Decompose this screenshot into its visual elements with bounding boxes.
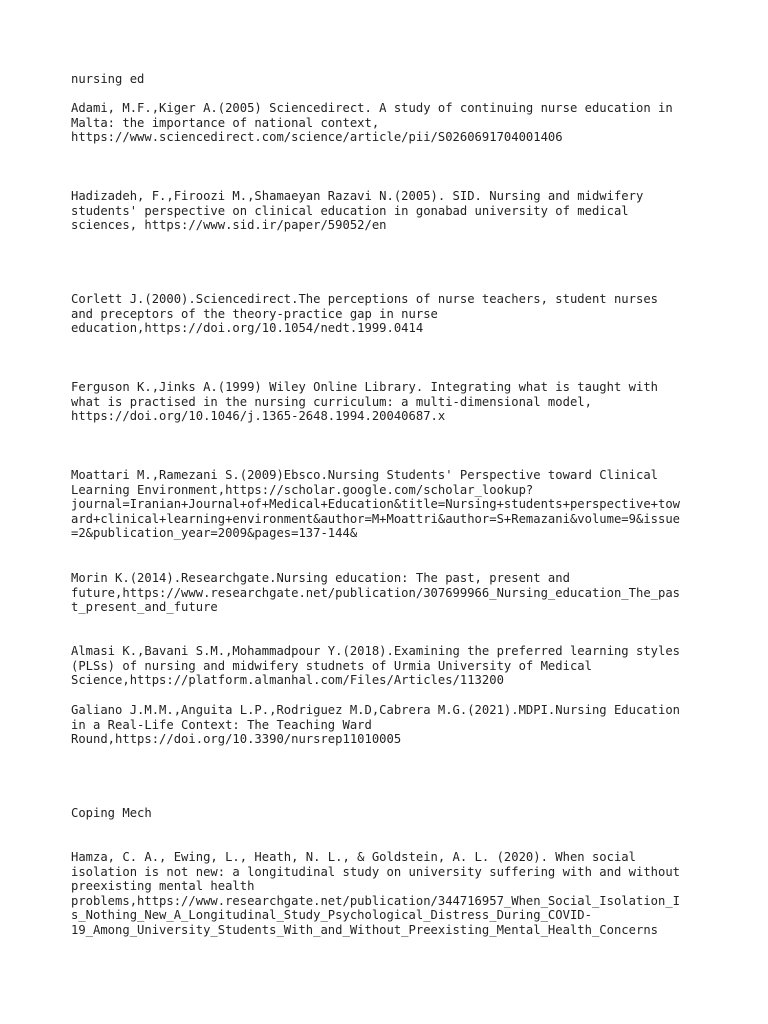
section-heading-nursing-ed: nursing ed	[71, 72, 145, 86]
reference-morin: Morin K.(2014).Researchgate.Nursing education: The past, present and future,https://www.researchgate.net/publication/307699966_Nursing_education_The_pas t_present_and_future	[71, 571, 681, 615]
reference-hadizadeh: Hadizadeh, F.,Firoozi M.,Shamaeyan Razavi N.(2005). SID. Nursing and midwifery students' perspective on clinical education in gonabad university of medical sciences, https://www.sid.ir/paper/59052/en	[71, 189, 644, 233]
section-heading-coping-mech: Coping Mech	[71, 806, 152, 820]
reference-adami: Adami, M.F.,Kiger A.(2005) Sciencedirect. A study of continuing nurse education in Malta: the importance of national context, https://www.sciencedirect.com/science/article/pii/S0260691704001406	[71, 101, 673, 145]
reference-almasi: Almasi K.,Bavani S.M.,Mohammadpour Y.(2018).Examining the preferred learning styles (PLSs) of nursing and midwifery studnets of Urmia University of Medical Science,https://platform.almanhal.com/Files/Articles/113200	[71, 644, 681, 688]
reference-hamza: Hamza, C. A., Ewing, L., Heath, N. L., & Goldstein, A. L. (2020). When social isolation is not new: a longitudinal study on university suffering with and without preexisting mental health problems,https://www.researchgate.net/publication/344716957_When_Social_Isolation_I s_Nothing_New_A_Longitudinal_Study_Psychological_Distress_During_COVID- 19_Among_University_Students_With_and_Without_Preexisting_Mental_Health_Concerns	[71, 850, 681, 937]
reference-galiano: Galiano J.M.M.,Anguita L.P.,Rodriguez M.D,Cabrera M.G.(2021).MDPI.Nursing Education in a Real-Life Context: The Teaching Ward Round,https://doi.org/10.3390/nursrep11010005	[71, 703, 681, 747]
reference-moattari: Moattari M.,Ramezani S.(2009)Ebsco.Nursing Students' Perspective toward Clinical Learning Environment,https://scholar.google.com/scholar_lookup? journal=Iranian+Journal+of+Medical+Education&title=Nursing+students+perspective+tow ard+clinical+learning+environment&author=M+Moattri&author=S+Remazani&volume=9&issue =2&publication_year=2009&pages=137-144&	[71, 468, 681, 541]
reference-ferguson: Ferguson K.,Jinks A.(1999) Wiley Online Library. Integrating what is taught with what is practised in the nursing curriculum: a multi-dimensional model, https://doi.org/10.1046/j.1365-2648.1994.20040687.x	[71, 380, 658, 424]
reference-corlett: Corlett J.(2000).Sciencedirect.The perceptions of nurse teachers, student nurses and preceptors of the theory-practice gap in nurse education,https://doi.org/10.1054/nedt.1999.0414	[71, 292, 658, 336]
